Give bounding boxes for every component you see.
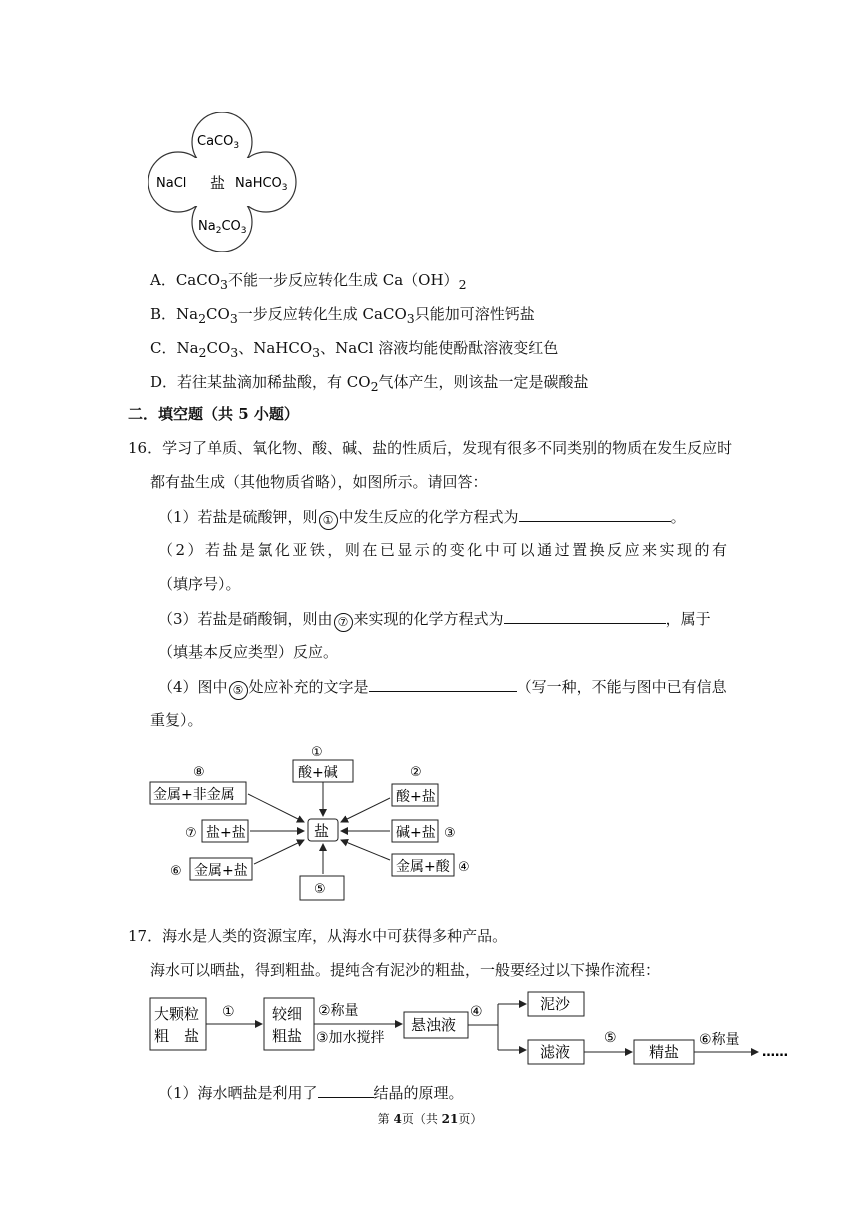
number-6: ⑥ xyxy=(170,864,182,879)
circle-number: ① xyxy=(319,511,338,530)
answer-blank[interactable] xyxy=(504,608,666,624)
box-metal-acid: 金属+酸 xyxy=(396,859,450,875)
q16-part4: （4）图中 ⑤ 处应补充的文字是 （写一种，不能与图中已有信息 xyxy=(158,676,727,700)
q17-part1: （1）海水晒盐是利用了 结晶的原理。 xyxy=(158,1084,464,1102)
step-2: ②称量 xyxy=(318,1003,359,1019)
step-5: ⑤ xyxy=(604,1030,617,1046)
page-footer: 第 4页（共 21页） xyxy=(377,1112,483,1126)
step-4: ④ xyxy=(470,1004,483,1020)
current-page: 4 xyxy=(393,1112,402,1126)
number-4: ④ xyxy=(458,860,470,875)
box-filtrate: 滤液 xyxy=(540,1043,571,1061)
step-1: ① xyxy=(222,1004,235,1020)
q16-part2-line2: （填序号）。 xyxy=(158,575,241,593)
option-c: C．$Na_2CO_3$、NaHCO$_3$、NaCl 溶液均能使酚酞溶液变红色 xyxy=(150,339,559,360)
box-refined-salt: 精盐 xyxy=(649,1043,680,1061)
box-coarse-salt-line2: 粗 盐 xyxy=(154,1027,200,1045)
box-metal-nonmetal: 金属+非金属 xyxy=(153,787,235,803)
box-coarse-salt-line1: 大颗粒 xyxy=(154,1005,200,1023)
box-suspension: 悬浊液 xyxy=(411,1016,457,1034)
box-fine-salt-line1: 较细 xyxy=(272,1005,303,1023)
q17-line1: 17．海水是人类的资源宝库，从海水中可获得多种产品。 xyxy=(128,927,508,945)
step-3: ③加水搅拌 xyxy=(316,1030,385,1046)
answer-blank[interactable] xyxy=(318,1082,374,1098)
box-acid-salt: 酸+盐 xyxy=(396,789,436,805)
number-8: ⑧ xyxy=(193,765,205,780)
box-base-salt: 碱+盐 xyxy=(396,825,436,841)
q16-part3-line2: （填基本反应类型）反应。 xyxy=(158,643,339,661)
q16-line2: 都有盐生成（其他物质省略），如图所示。请回答： xyxy=(150,473,488,491)
option-a: A．CaCO$_3$不能一步反应转化生成 $Ca(OH)_2$ xyxy=(150,271,467,292)
flower-center-label: 盐 xyxy=(210,174,226,192)
circle-number: ⑦ xyxy=(334,613,353,632)
answer-blank[interactable] xyxy=(369,676,517,692)
q16-line1: 16．学习了单质、氧化物、酸、碱、盐的性质后，发现有很多不同类别的物质在发生反应时 xyxy=(128,439,733,457)
salt-flower-figure xyxy=(148,112,298,252)
q17-line2: 海水可以晒盐，得到粗盐。提纯含有泥沙的粗盐，一般要经过以下操作流程： xyxy=(150,961,661,979)
circle-number: ⑤ xyxy=(229,681,248,700)
step-6: ⑥称量 xyxy=(699,1032,740,1048)
flower-left-label: NaCl xyxy=(156,176,187,191)
number-7: ⑦ xyxy=(185,826,197,841)
number-2: ② xyxy=(410,765,422,780)
purification-flow xyxy=(146,988,806,1072)
option-d: D．若往某盐滴加稀盐酸，有 $CO_2$气体产生，则该盐一定是碳酸盐 xyxy=(150,373,589,394)
flower-bottom-label: $Na_2CO_3$ xyxy=(198,219,247,236)
number-1: ① xyxy=(311,745,323,760)
q16-part3: （3）若盐是硝酸铜，则由 ⑦ 来实现的化学方程式为 ，属于 xyxy=(158,608,711,632)
total-pages: 21 xyxy=(441,1112,459,1126)
reaction-diagram xyxy=(140,742,490,912)
center-label: 盐 xyxy=(314,822,330,840)
q16-part1: （1）若盐是硫酸钾，则 ① 中发生反应的化学方程式为 。 xyxy=(158,506,686,530)
q16-part2-line1: （2）若盐是氯化亚铁，则在已显示的变化中可以通过置换反应来实现的有 xyxy=(158,541,728,559)
ellipsis: …… xyxy=(762,1045,788,1060)
box-metal-salt: 金属+盐 xyxy=(194,863,248,879)
flower-right-label: NaHCO$_3$ xyxy=(235,176,288,193)
box-acid-base: 酸+碱 xyxy=(298,765,338,781)
section-title: 二．填空题（共 5 小题） xyxy=(128,405,299,423)
box-fine-salt-line2: 粗盐 xyxy=(272,1027,303,1045)
answer-blank[interactable] xyxy=(519,506,671,522)
option-b: B．$Na_2CO_3$一步反应转化生成 CaCO$_3$只能加可溶性钙盐 xyxy=(150,305,535,326)
number-5: ⑤ xyxy=(314,882,326,897)
box-sediment: 泥沙 xyxy=(540,995,571,1013)
q16-part4-line2: 重复）。 xyxy=(150,711,203,729)
flower-top-label: CaCO$_3$ xyxy=(197,134,240,151)
box-salt-salt: 盐+盐 xyxy=(206,825,246,841)
number-3: ③ xyxy=(444,826,456,841)
